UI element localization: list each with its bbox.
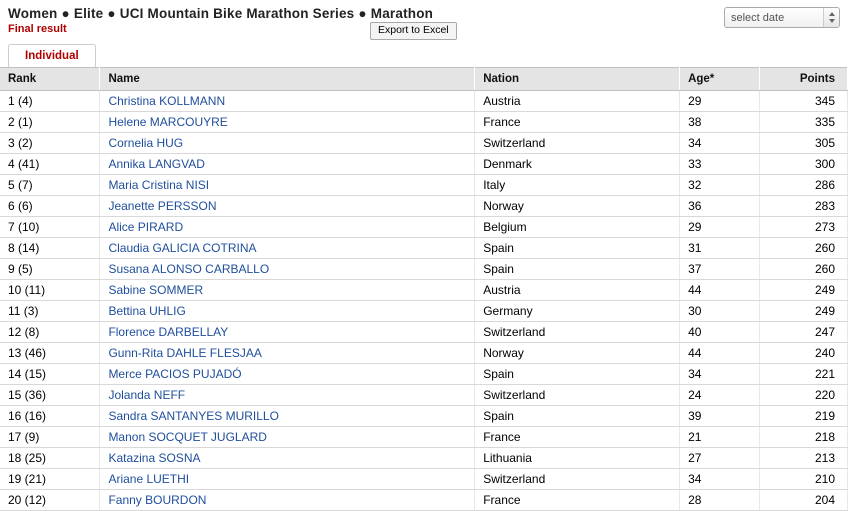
rider-link[interactable]: Claudia GALICIA COTRINA <box>108 241 257 255</box>
cell-rank: 9 (5) <box>0 259 100 280</box>
rider-link[interactable]: Fanny BOURDON <box>108 493 207 507</box>
cell-nation: Spain <box>475 364 680 385</box>
table-row <box>0 238 848 259</box>
table-row <box>0 217 848 238</box>
cell-points: 210 <box>760 469 848 490</box>
rider-link[interactable]: Cornelia HUG <box>108 136 184 150</box>
table-row <box>0 280 848 301</box>
rider-link[interactable]: Sabine SOMMER <box>108 283 204 297</box>
cell-nation: Switzerland <box>475 322 680 343</box>
table-row <box>0 448 848 469</box>
cell-nation: Switzerland <box>475 133 680 154</box>
cell-age: 30 <box>680 301 760 322</box>
rider-link[interactable]: Jolanda NEFF <box>108 388 186 402</box>
cell-rank: 14 (15) <box>0 364 100 385</box>
cell-nation: Switzerland <box>475 469 680 490</box>
cell-points: 273 <box>760 217 848 238</box>
rider-link[interactable]: Bettina UHLIG <box>108 304 186 318</box>
page-title <box>8 6 840 21</box>
cell-name <box>100 154 475 175</box>
tab-bar <box>0 43 848 67</box>
cell-nation: Spain <box>475 238 680 259</box>
column-header-nation[interactable]: Nation <box>475 68 680 91</box>
cell-name <box>100 301 475 322</box>
table-row <box>0 133 848 154</box>
cell-name <box>100 385 475 406</box>
title-part-class: Elite <box>73 6 104 21</box>
cell-points: 305 <box>760 133 848 154</box>
cell-points: 260 <box>760 238 848 259</box>
tab-individual[interactable]: Individual <box>8 44 96 67</box>
rider-link[interactable]: Merce PACIOS PUJADÓ <box>108 367 242 381</box>
cell-age: 27 <box>680 448 760 469</box>
table-row <box>0 154 848 175</box>
cell-nation: Denmark <box>475 154 680 175</box>
export-toolbar <box>370 22 457 40</box>
cell-rank: 13 (46) <box>0 343 100 364</box>
cell-rank: 18 (25) <box>0 448 100 469</box>
cell-points: 249 <box>760 280 848 301</box>
cell-nation: Norway <box>475 343 680 364</box>
table-header-row <box>0 68 848 91</box>
cell-points: 240 <box>760 343 848 364</box>
table-row <box>0 490 848 511</box>
table-row <box>0 91 848 112</box>
cell-points: 283 <box>760 196 848 217</box>
cell-rank: 3 (2) <box>0 133 100 154</box>
title-part-discipline: Marathon <box>370 6 434 21</box>
cell-age: 28 <box>680 490 760 511</box>
cell-rank: 15 (36) <box>0 385 100 406</box>
table-row <box>0 364 848 385</box>
cell-rank: 17 (9) <box>0 427 100 448</box>
cell-age: 29 <box>680 217 760 238</box>
rider-link[interactable]: Manon SOCQUET JUGLARD <box>108 430 267 444</box>
rider-link[interactable]: Florence DARBELLAY <box>108 325 229 339</box>
cell-rank: 20 (12) <box>0 490 100 511</box>
cell-nation: Austria <box>475 280 680 301</box>
rider-link[interactable]: Ariane LUETHI <box>108 472 190 486</box>
cell-name <box>100 448 475 469</box>
table-row <box>0 406 848 427</box>
title-part-category: Women <box>8 6 58 21</box>
cell-age: 24 <box>680 385 760 406</box>
cell-age: 34 <box>680 133 760 154</box>
rider-link[interactable]: Katazina SOSNA <box>108 451 201 465</box>
cell-name <box>100 343 475 364</box>
cell-points: 220 <box>760 385 848 406</box>
cell-rank: 6 (6) <box>0 196 100 217</box>
result-status-label: Final result <box>8 23 67 35</box>
cell-age: 37 <box>680 259 760 280</box>
cell-age: 33 <box>680 154 760 175</box>
cell-age: 29 <box>680 91 760 112</box>
cell-points: 213 <box>760 448 848 469</box>
cell-points: 221 <box>760 364 848 385</box>
cell-nation: Austria <box>475 91 680 112</box>
cell-age: 44 <box>680 343 760 364</box>
cell-nation: France <box>475 490 680 511</box>
cell-age: 34 <box>680 469 760 490</box>
title-separator: ● <box>107 6 116 21</box>
rider-link[interactable]: Jeanette PERSSON <box>108 199 217 213</box>
table-row <box>0 175 848 196</box>
table-row <box>0 427 848 448</box>
cell-nation: Germany <box>475 301 680 322</box>
cell-rank: 5 (7) <box>0 175 100 196</box>
table-row <box>0 343 848 364</box>
cell-name <box>100 238 475 259</box>
cell-points: 249 <box>760 301 848 322</box>
results-table-container <box>0 67 848 511</box>
cell-points: 219 <box>760 406 848 427</box>
rider-link[interactable]: Susana ALONSO CARBALLO <box>108 262 270 276</box>
date-select-container <box>724 7 840 28</box>
results-table <box>0 67 848 511</box>
table-header <box>0 68 848 91</box>
title-separator: ● <box>61 6 70 21</box>
rider-link[interactable]: Sandra SANTANYES MURILLO <box>108 409 279 423</box>
cell-age: 36 <box>680 196 760 217</box>
cell-nation: Spain <box>475 259 680 280</box>
date-select[interactable] <box>724 7 840 28</box>
cell-name <box>100 217 475 238</box>
cell-nation: Lithuania <box>475 448 680 469</box>
cell-rank: 10 (11) <box>0 280 100 301</box>
column-header-rank[interactable]: Rank <box>0 68 100 91</box>
cell-name <box>100 133 475 154</box>
table-body <box>0 91 848 511</box>
cell-age: 40 <box>680 322 760 343</box>
cell-name <box>100 469 475 490</box>
table-row <box>0 385 848 406</box>
cell-points: 247 <box>760 322 848 343</box>
column-header-age[interactable]: Age* <box>680 68 760 91</box>
cell-age: 21 <box>680 427 760 448</box>
cell-points: 300 <box>760 154 848 175</box>
cell-nation: Spain <box>475 406 680 427</box>
cell-name <box>100 406 475 427</box>
cell-points: 345 <box>760 91 848 112</box>
cell-nation: Norway <box>475 196 680 217</box>
cell-points: 204 <box>760 490 848 511</box>
cell-name <box>100 175 475 196</box>
rider-link[interactable]: Maria Cristina NISI <box>108 178 210 192</box>
cell-name <box>100 490 475 511</box>
cell-rank: 12 (8) <box>0 322 100 343</box>
cell-age: 38 <box>680 112 760 133</box>
cell-name <box>100 280 475 301</box>
cell-age: 34 <box>680 364 760 385</box>
cell-rank: 2 (1) <box>0 112 100 133</box>
rider-link[interactable]: Alice PIRARD <box>108 220 184 234</box>
export-to-excel-button[interactable]: Export to Excel <box>370 22 457 40</box>
table-row <box>0 469 848 490</box>
table-row <box>0 259 848 280</box>
cell-rank: 8 (14) <box>0 238 100 259</box>
cell-points: 335 <box>760 112 848 133</box>
cell-name <box>100 196 475 217</box>
cell-nation: Belgium <box>475 217 680 238</box>
title-separator: ● <box>358 6 367 21</box>
cell-rank: 11 (3) <box>0 301 100 322</box>
cell-name <box>100 259 475 280</box>
cell-age: 44 <box>680 280 760 301</box>
cell-rank: 16 (16) <box>0 406 100 427</box>
cell-name <box>100 91 475 112</box>
cell-nation: France <box>475 112 680 133</box>
cell-age: 31 <box>680 238 760 259</box>
rider-link[interactable]: Gunn-Rita DAHLE FLESJAA <box>108 346 262 360</box>
rider-link[interactable]: Christina KOLLMANN <box>108 94 226 108</box>
cell-rank: 4 (41) <box>0 154 100 175</box>
cell-age: 32 <box>680 175 760 196</box>
cell-points: 218 <box>760 427 848 448</box>
table-row <box>0 196 848 217</box>
page-header <box>0 0 848 35</box>
cell-name <box>100 322 475 343</box>
cell-nation: Italy <box>475 175 680 196</box>
cell-rank: 7 (10) <box>0 217 100 238</box>
cell-name <box>100 427 475 448</box>
title-part-series: UCI Mountain Bike Marathon Series <box>119 6 355 21</box>
table-row <box>0 112 848 133</box>
cell-age: 39 <box>680 406 760 427</box>
cell-points: 286 <box>760 175 848 196</box>
table-row <box>0 301 848 322</box>
rider-link[interactable]: Helene MARCOUYRE <box>108 115 228 129</box>
table-row <box>0 322 848 343</box>
column-header-points[interactable]: Points <box>760 68 848 91</box>
cell-rank: 1 (4) <box>0 91 100 112</box>
rider-link[interactable]: Annika LANGVAD <box>108 157 205 171</box>
cell-name <box>100 364 475 385</box>
cell-points: 260 <box>760 259 848 280</box>
cell-name <box>100 112 475 133</box>
cell-rank: 19 (21) <box>0 469 100 490</box>
column-header-name[interactable]: Name <box>100 68 475 91</box>
cell-nation: France <box>475 427 680 448</box>
cell-nation: Switzerland <box>475 385 680 406</box>
